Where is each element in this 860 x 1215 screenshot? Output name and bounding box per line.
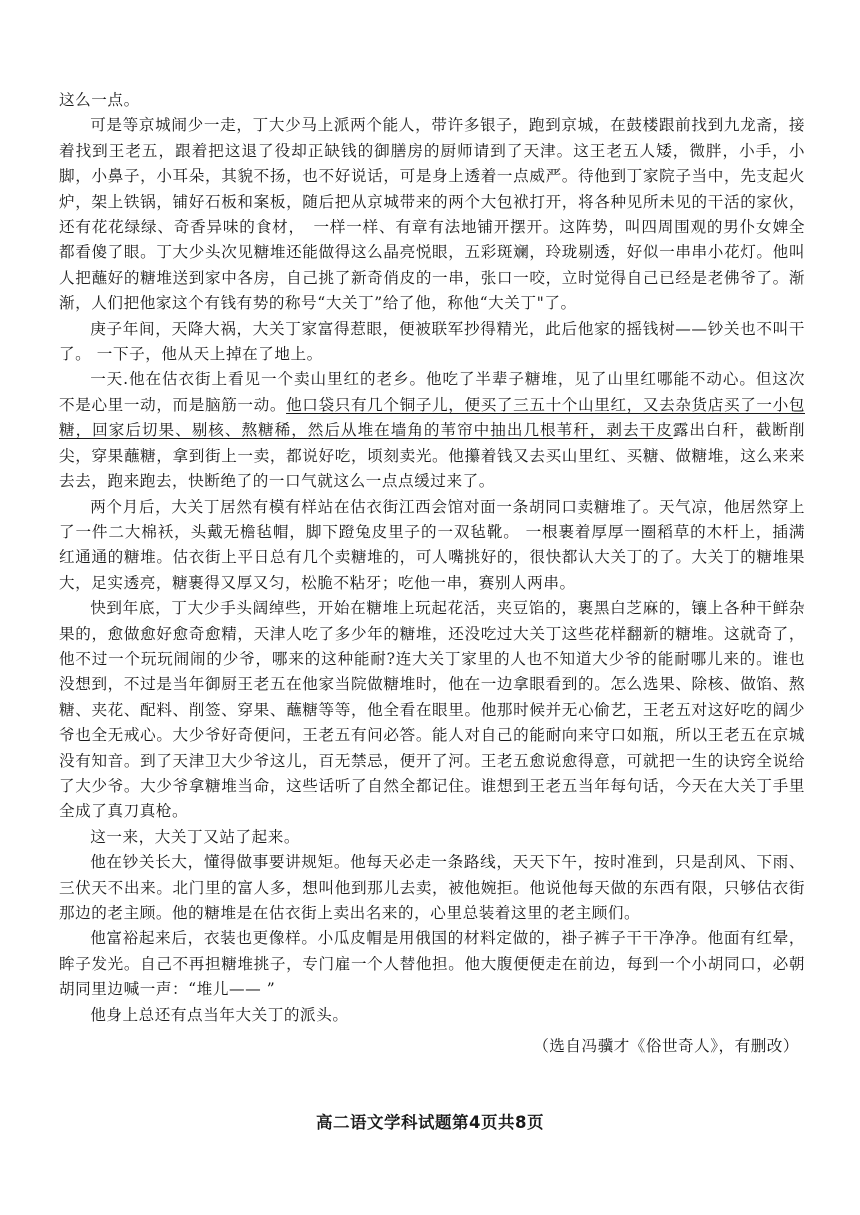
paragraph-9: 他身上总还有点当年大关丁的派头。 — [90, 1005, 349, 1024]
paragraph-6: 这一来，大关丁又站了起来。 — [90, 827, 301, 846]
paragraph-8: 他富裕起来后，衣装也更像样。小瓜皮帽是用俄国的材料定做的，褂子裤子干干净净。他面有红晕，眸子发光。自己不再担糖堆挑子，专门雇一个人替他担。他大腹便便走在前边，每到一个小胡同口，必朝胡同里边喊一声：“堆儿—— ” — [59, 929, 805, 999]
paragraph-4: 两个月后，大关丁居然有模有样站在估衣街江西会馆对面一条胡同口卖糖堆了。天气凉，他居然穿上了一件二大棉袄，头戴无檐毡帽，脚下蹬兔皮里子的一双毡靴。 一根裹着厚厚一圈稻草的木杆上，插满红通通的糖堆。估衣街上平日总有几个卖糖堆的，可人嘴挑好的，很快都认大关丁的了。大关丁的糖堆果大，足实透亮，糖裹得又厚又匀，松脆不粘牙；吃他一串，赛别人两串。 — [59, 497, 805, 592]
page-footer: 高二语文学科试题第4页共8页 — [316, 1113, 544, 1132]
source-citation: （选自冯骥才《俗世奇人》，有删改） — [533, 1037, 799, 1056]
paragraph-3 — [59, 367, 805, 494]
underlined-passage: 他口袋只有几个铜子儿，便买了三五十个山里红，又去杂货店买了一小包糖，回家后切果、剔核、熬糖稀，然后从堆在墙角的苇帘中抽出几根苇秆，剥去干皮 — [59, 395, 805, 440]
paragraph-2: 庚子年间，天降大祸，大关丁家富得惹眼，便被联军抄得精光，此后他家的摇钱树——钞关也不叫干了。 一下子，他从天上掉在了地上。 — [59, 319, 805, 364]
paragraph-3-start: 一天.他在估衣街上看见一个卖山里红的老乡。他吃了半辈子糖堆，见了山里红哪能不动心。但这次不是心里一动，而是脑筋一动。 — [59, 370, 805, 414]
paragraph-0: 这么一点。 — [59, 91, 140, 109]
paragraph-7: 他在钞关长大，懂得做事要讲规矩。他每天必走一条路线，天天下午，按时准到，只是刮风、下雨、三伏天不出来。北门里的富人多，想叫他到那儿去卖，被他婉拒。他说他每天做的东西有限，只够估衣街那边的老主顾。他的糖堆是在估衣街上卖出名来的，心里总装着这里的老主顾们。 — [59, 853, 805, 922]
paragraph-5: 快到年底，丁大少手头阔绰些，开始在糖堆上玩起花活，夹豆馅的，裹黑白芝麻的，镶上各种干鲜杂果的，愈做愈好愈奇愈精，天津人吃了多少年的糖堆，还没吃过大关丁这些花样翻新的糖堆。这就奇了，他不过一个玩玩闹闹的少爷，哪来的这种能耐?连大关丁家里的人也不知道大少爷的能耐哪儿来的。谁也没想到，不过是当年御厨王老五在他家当院做糖堆时，他在一边拿眼看到的。怎么选果、除核、做馅、熬糖、夹花、配料、削签、穿果、蘸糖等等，他全看在眼里。他那时候并无心偷艺，王老五对这好吃的阔少爷也全无戒心。大少爷好奇便问，王老五有问必答。能人对自己的能耐向来守口如瓶，所以王老五在京城没有知音。到了天津卫大少爷这儿，百无禁忌，便开了河。王老五愈说愈得意，可就把一生的诀窍全说给了大少爷。大少爷拿糖堆当命，这些话听了自然全都记住。谁想到王老五当年每句话，今天在大关丁手里全成了真刀真枪。 — [59, 599, 805, 821]
article-body — [59, 88, 805, 1059]
paragraph-1: 可是等京城闹少一走，丁大少马上派两个能人，带许多银子，跑到京城，在鼓楼跟前找到九龙斋，接着找到王老五，跟着把这退了役却正缺钱的御膳房的厨师请到了天津。这王老五人矮，微胖，小手，小脚，小鼻子，小耳朵，其貌不扬，也不好说话，可是身上透着一点威严。待他到丁家院子当中，先支起火炉，架上铁锅，铺好石板和案板，随后把从京城带来的两个大包袱打开，将各种见所未见的干活的家伙，还有花花绿绿、奇香异味的食材， 一样一样、有章有法地铺开摆开。这阵势，叫四周围观的男仆女婢全都看傻了眼。丁大少头次见糖堆还能做得这么晶亮悦眼，五彩斑斓，玲珑剔透，好似一串串小花灯。他叫人把蘸好的糖堆送到家中各房，自己挑了新奇俏皮的一串，张口一咬，立时觉得自己已经是老佛爷了。渐渐，人们把他家这个有钱有势的称号“大关丁”给了他，称他“大关丁"了。 — [59, 116, 805, 313]
paragraph-3-end: 露出白秆，截断削尖，穿果蘸糖，拿到街上一卖，都说好吃，顷刻卖光。他攥着钱又去买山里红、买糖、做糖堆，这么来来去去，跑来跑去，快断绝了的一口气就这么一点点缓过来了。 — [59, 421, 805, 491]
